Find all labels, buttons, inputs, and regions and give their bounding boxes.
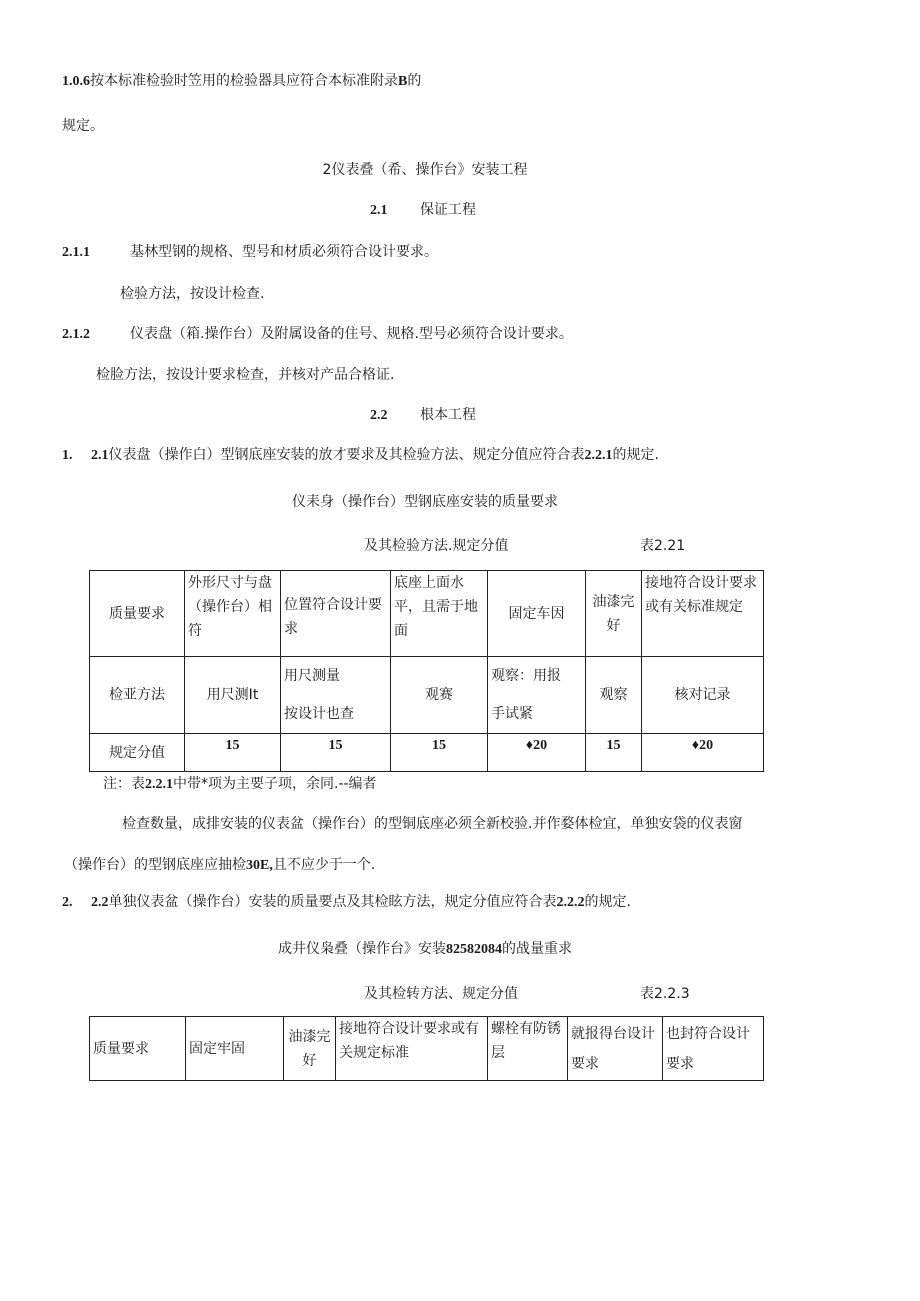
appendix-ref: B [398,74,408,89]
item-text-end: 的规定. [584,894,631,910]
table-cell: 15 [281,734,391,772]
table2-label [640,986,690,1003]
table-cell: 底座上面水平，且需于地面 [391,571,488,657]
table1-subtitle: 及其检验方法.规定分值 [364,538,509,554]
subsection-heading-2-1 [370,202,476,220]
table-row [90,571,764,657]
cell-line: 观察：用报 [491,668,561,684]
table-cell: ♦20 [642,734,764,772]
table-cell: 油漆完好 [284,1017,336,1081]
table-cell: 也封符合设计要求 [663,1017,764,1081]
table-cell: 质量要求 [90,571,185,657]
item-2 [62,894,631,912]
clause-text-end: 的 [407,73,422,89]
para-1-0-6-cont: 规定。 [62,118,104,134]
item-text-end: 的规定. [612,447,659,463]
table-ref: 2.2.1 [584,448,613,463]
table-cell: 观赛 [391,657,488,734]
item-text: 仪表盘（操作白）型钢底座安装的放才要求及其检验方法、规定分值应符合表 [108,447,585,463]
method-2-1-2: 检脸方法，按设计要求检查，并核对产品合格证. [96,367,395,383]
table-cell: 接地符合设计要求或有关标准规定 [642,571,764,657]
title-text: 成井仪枭叠（操作台》安装 [278,941,446,957]
table-ref: 2.2.2 [556,895,585,910]
table-cell: 15 [586,734,642,772]
method-2-1-1: 检验方法，按设计检查. [120,286,265,302]
table-cell: 固定车因 [488,571,586,657]
table2-title [0,941,850,959]
table-cell [281,657,391,734]
subsection-heading-2-2 [370,407,476,425]
item-text: 基林型钢的规格、型号和材质必须符合设计要求。 [130,244,438,260]
section-heading: 2仪表叠（希、操作台》安装工程 [322,162,528,178]
clause-number: 1.0.6 [62,74,90,89]
item-2-1-2 [62,326,573,344]
table-cell: 观察 [586,657,642,734]
table-cell: 核对记录 [642,657,764,734]
subsection-title: 根本工程 [419,407,476,423]
item-sub-number: 2.1 [90,448,109,463]
table-cell: 15 [391,734,488,772]
table-note [103,776,377,794]
item-1 [62,447,659,465]
table2 [89,1016,764,1081]
table-cell: 固定牢固 [186,1017,284,1081]
title-number: 82582084 [446,942,502,957]
line-text: （操作台）的型钢底座应抽检 [64,857,246,873]
check-quantity-line2 [64,857,375,875]
table1 [89,570,764,772]
table-cell: 15 [185,734,281,772]
table-row [90,657,764,734]
table1-title: 仪耒身（操作台）型钢底座安装的质量要求 [292,494,558,510]
cell-line: 手试紧 [491,706,533,722]
item-number: 2. [62,895,73,910]
table2-subtitle: 及其检转方法、规定分值 [364,986,518,1002]
item-number: 1. [62,448,73,463]
subsection-number: 2.2 [370,408,388,423]
item-number: 2.1.2 [62,327,90,342]
item-number: 2.1.1 [62,245,90,260]
table-cell: 位置符合设计要求 [281,571,391,657]
table-cell: 外形尺寸与盘（操作台）相符 [185,571,281,657]
table-cell: 规定分值 [90,734,185,772]
table-cell: 质量要求 [90,1017,186,1081]
table-row [90,1017,764,1081]
label-text: 表2.2.3 [640,986,690,1002]
cell-line: 用尺测量 [284,668,340,684]
table-cell: 就报得台设计要求 [568,1017,663,1081]
item-text: 单独仪表盆（操作台）安装的质量要点及其检眩方法，规定分值应符合表 [108,894,557,910]
note-ref: 2.2.1 [145,777,173,792]
cell-line: 按设计也查 [284,706,354,722]
para-1-0-6 [62,73,421,91]
clause-text: 按本标准检验时笠用的检验器具应符合本标准附录 [90,73,398,89]
subsection-number: 2.1 [370,203,388,218]
item-2-1-1 [62,244,438,262]
table-cell: 螺栓有防锈层 [488,1017,568,1081]
subsection-title: 保证工程 [419,202,476,218]
table-cell: 油漆完好 [586,571,642,657]
table-row [90,734,764,772]
table-cell: ♦20 [488,734,586,772]
check-quantity-line1: 检查数量，成排安装的仪表盆（操作台）的型铜底座必须全新校验.并作婺体检宜，单独安袋的仪表窗 [122,816,743,832]
item-text: 仪表盘（箱.操作台）及附属设备的住号、规格.型号必须符合设计要求。 [130,326,573,342]
item-sub-number: 2.2 [90,895,109,910]
title-text-end: 的战量重求 [502,941,572,957]
table-cell: 接地符合设计要求或有关规定标准 [336,1017,488,1081]
line-text-end: 且不应少于一个. [272,857,376,873]
table-cell: 检亚方法 [90,657,185,734]
note-prefix: 注：表 [103,776,145,792]
table1-label: 表2.21 [640,538,686,554]
table-cell: 用尺测It [185,657,281,734]
sample-rate: 30E, [246,858,273,873]
table-cell [488,657,586,734]
note-text: 中带*项为主要子项，余同.--编者 [173,776,377,792]
